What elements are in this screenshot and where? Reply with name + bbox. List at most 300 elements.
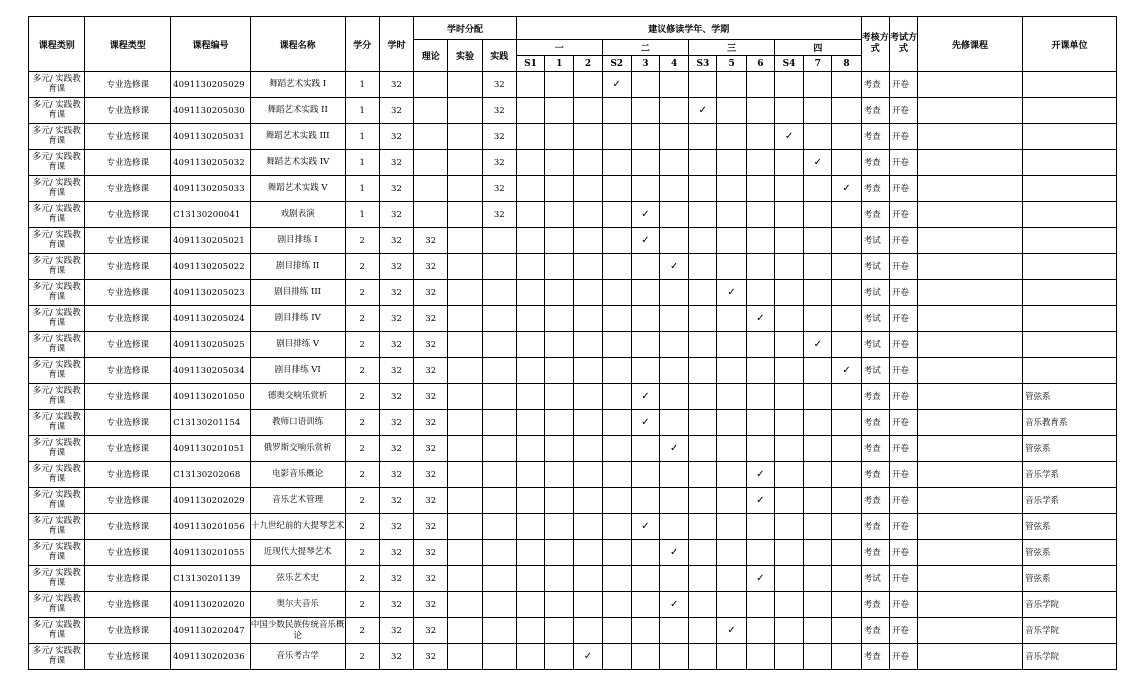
term-cell: [717, 592, 746, 618]
term-cell: [660, 540, 689, 566]
course-name: 音乐考古学: [250, 644, 345, 670]
course-department: [1022, 358, 1116, 384]
term-cell: [516, 514, 544, 540]
course-category: 多元/ 实践教育课: [29, 72, 85, 98]
course-hours: 32: [379, 644, 413, 670]
term-cell: [717, 254, 746, 280]
course-category: 多元/ 实践教育课: [29, 566, 85, 592]
term-cell: [631, 72, 659, 98]
course-prerequisite: [918, 150, 1023, 176]
term-cell: [602, 280, 631, 306]
term-cell: [574, 462, 602, 488]
term-cell: [545, 176, 574, 202]
check-mark-icon: ✓: [641, 390, 650, 402]
course-name: 俄罗斯交响乐赏析: [250, 436, 345, 462]
course-assessment: 考查: [861, 72, 889, 98]
course-exam-form: 开卷: [889, 202, 917, 228]
term-cell: [746, 384, 774, 410]
course-prerequisite: [918, 280, 1023, 306]
term-cell: [545, 436, 574, 462]
course-code: C13130201154: [171, 410, 251, 436]
course-theory-hours: 32: [414, 436, 448, 462]
course-exam-form: 开卷: [889, 306, 917, 332]
course-exam-form: 开卷: [889, 488, 917, 514]
term-cell: [804, 410, 832, 436]
term-cell: [602, 384, 631, 410]
course-assessment: 考查: [861, 514, 889, 540]
term-cell: [832, 98, 861, 124]
term-cell: [717, 514, 746, 540]
term-cell: [660, 228, 689, 254]
term-cell: [717, 410, 746, 436]
term-cell: [574, 332, 602, 358]
course-department: [1022, 176, 1116, 202]
term-cell: [832, 462, 861, 488]
term-cell: [516, 280, 544, 306]
term-cell: [717, 462, 746, 488]
course-prerequisite: [918, 462, 1023, 488]
check-mark-icon: ✓: [669, 598, 679, 610]
course-assessment: 考查: [861, 98, 889, 124]
term-cell: [516, 644, 544, 670]
term-cell: [774, 202, 803, 228]
course-prerequisite: [918, 228, 1023, 254]
course-category: 多元/ 实践教育课: [29, 488, 85, 514]
term-cell: [746, 566, 774, 592]
course-type: 专业选修课: [85, 72, 171, 98]
header-year-1: 一: [516, 40, 602, 56]
course-type: 专业选修课: [85, 254, 171, 280]
course-department: 音乐学院: [1022, 618, 1116, 644]
course-exam-form: 开卷: [889, 410, 917, 436]
course-code: 4091130205031: [171, 124, 251, 150]
term-cell: [545, 592, 574, 618]
course-prerequisite: [918, 566, 1023, 592]
course-practice-hours: [482, 332, 516, 358]
course-credit: 1: [345, 202, 379, 228]
course-category: 多元/ 实践教育课: [29, 306, 85, 332]
term-cell: [804, 566, 832, 592]
term-cell: [660, 566, 689, 592]
course-hours: 32: [379, 618, 413, 644]
course-department: [1022, 228, 1116, 254]
course-theory-hours: 32: [414, 540, 448, 566]
course-category: 多元/ 实践教育课: [29, 462, 85, 488]
check-mark-icon: ✓: [756, 468, 765, 480]
term-cell: [660, 150, 689, 176]
header-term: 3: [631, 56, 659, 72]
term-cell: [660, 592, 689, 618]
term-cell: [689, 332, 717, 358]
term-cell: [516, 566, 544, 592]
table-row: [29, 462, 1117, 488]
check-mark-icon: ✓: [669, 260, 679, 272]
course-type: 专业选修课: [85, 462, 171, 488]
course-type: 专业选修课: [85, 488, 171, 514]
course-department: 管弦系: [1022, 436, 1116, 462]
term-cell: [804, 618, 832, 644]
course-practice-hours: 32: [482, 124, 516, 150]
term-cell: [516, 436, 544, 462]
course-name: 舞蹈艺术实践 I: [250, 72, 345, 98]
table-row: [29, 228, 1117, 254]
term-cell: [660, 384, 689, 410]
course-prerequisite: [918, 436, 1023, 462]
check-mark-icon: ✓: [669, 442, 679, 454]
course-code: 4091130205023: [171, 280, 251, 306]
header-suggested-terms: 建议修读学年、学期: [516, 17, 861, 40]
table-row: [29, 436, 1117, 462]
term-cell: [832, 514, 861, 540]
course-theory-hours: 32: [414, 644, 448, 670]
header-year-4: 四: [774, 40, 861, 56]
term-cell: [689, 540, 717, 566]
course-department: 音乐学系: [1022, 462, 1116, 488]
course-credit: 2: [345, 384, 379, 410]
course-type: 专业选修课: [85, 176, 171, 202]
check-mark-icon: ✓: [813, 156, 822, 168]
table-row: [29, 124, 1117, 150]
course-name: 戏剧表演: [250, 202, 345, 228]
term-cell: [774, 72, 803, 98]
term-cell: [774, 488, 803, 514]
table-row: [29, 410, 1117, 436]
course-code: C13130200041: [171, 202, 251, 228]
term-cell: [717, 332, 746, 358]
course-credit: 1: [345, 124, 379, 150]
term-cell: [602, 358, 631, 384]
term-cell: [631, 306, 659, 332]
term-cell: [689, 306, 717, 332]
header-term: 8: [832, 56, 861, 72]
course-experiment-hours: [448, 280, 482, 306]
course-practice-hours: [482, 410, 516, 436]
course-category: 多元/ 实践教育课: [29, 618, 85, 644]
term-cell: [602, 332, 631, 358]
term-cell: [746, 592, 774, 618]
term-cell: [804, 306, 832, 332]
course-code: 4091130202047: [171, 618, 251, 644]
course-assessment: 考试: [861, 228, 889, 254]
term-cell: [832, 332, 861, 358]
term-cell: [660, 176, 689, 202]
course-experiment-hours: [448, 592, 482, 618]
course-type: 专业选修课: [85, 566, 171, 592]
course-experiment-hours: [448, 540, 482, 566]
header-term: 5: [717, 56, 746, 72]
term-cell: [516, 410, 544, 436]
check-mark-icon: ✓: [784, 130, 794, 142]
term-cell: [545, 514, 574, 540]
term-cell: [516, 332, 544, 358]
course-exam-form: 开卷: [889, 176, 917, 202]
course-hours: 32: [379, 202, 413, 228]
term-cell: [774, 280, 803, 306]
course-hours: 32: [379, 358, 413, 384]
term-cell: [660, 98, 689, 124]
term-cell: [774, 514, 803, 540]
course-exam-form: 开卷: [889, 124, 917, 150]
term-cell: [774, 332, 803, 358]
course-exam-form: 开卷: [889, 644, 917, 670]
course-exam-form: 开卷: [889, 462, 917, 488]
term-cell: [574, 592, 602, 618]
course-code: 4091130205030: [171, 98, 251, 124]
term-cell: [631, 358, 659, 384]
course-practice-hours: [482, 618, 516, 644]
course-name: 舞蹈艺术实践 IV: [250, 150, 345, 176]
term-cell: [631, 514, 659, 540]
course-experiment-hours: [448, 254, 482, 280]
term-cell: [602, 644, 631, 670]
term-cell: [804, 72, 832, 98]
course-assessment: 考查: [861, 618, 889, 644]
course-category: 多元/ 实践教育课: [29, 280, 85, 306]
term-cell: [574, 176, 602, 202]
course-category: 多元/ 实践教育课: [29, 358, 85, 384]
course-practice-hours: [482, 514, 516, 540]
term-cell: [574, 566, 602, 592]
course-practice-hours: [482, 644, 516, 670]
term-cell: [832, 566, 861, 592]
term-cell: [631, 384, 659, 410]
term-cell: [717, 488, 746, 514]
term-cell: [631, 644, 659, 670]
term-cell: [774, 150, 803, 176]
course-assessment: 考查: [861, 488, 889, 514]
table-row: [29, 254, 1117, 280]
term-cell: [602, 150, 631, 176]
course-department: 管弦系: [1022, 384, 1116, 410]
term-cell: [689, 514, 717, 540]
term-cell: [602, 176, 631, 202]
course-code: 4091130202036: [171, 644, 251, 670]
course-type: 专业选修课: [85, 644, 171, 670]
term-cell: [689, 98, 717, 124]
table-row: [29, 592, 1117, 618]
course-prerequisite: [918, 644, 1023, 670]
term-cell: [774, 644, 803, 670]
term-cell: [774, 462, 803, 488]
header-prerequisite: 先修课程: [918, 17, 1023, 72]
course-exam-form: 开卷: [889, 228, 917, 254]
term-cell: [545, 306, 574, 332]
course-credit: 2: [345, 306, 379, 332]
check-mark-icon: ✓: [727, 286, 736, 298]
term-cell: [574, 436, 602, 462]
term-cell: [774, 566, 803, 592]
term-cell: [804, 228, 832, 254]
term-cell: [717, 124, 746, 150]
term-cell: [717, 436, 746, 462]
course-experiment-hours: [448, 124, 482, 150]
term-cell: [689, 462, 717, 488]
check-mark-icon: ✓: [698, 104, 708, 116]
course-assessment: 考查: [861, 540, 889, 566]
term-cell: [631, 488, 659, 514]
course-category: 多元/ 实践教育课: [29, 124, 85, 150]
course-name: 剧目排练 III: [250, 280, 345, 306]
term-cell: [689, 488, 717, 514]
course-category: 多元/ 实践教育课: [29, 540, 85, 566]
term-cell: [545, 98, 574, 124]
course-code: 4091130202020: [171, 592, 251, 618]
course-type: 专业选修课: [85, 384, 171, 410]
course-theory-hours: [414, 150, 448, 176]
term-cell: [689, 358, 717, 384]
course-category: 多元/ 实践教育课: [29, 644, 85, 670]
term-cell: [631, 436, 659, 462]
course-assessment: 考查: [861, 644, 889, 670]
header-assessment: 考核方式: [861, 17, 889, 72]
term-cell: [689, 436, 717, 462]
header-year-2: 二: [602, 40, 689, 56]
course-theory-hours: 32: [414, 254, 448, 280]
term-cell: [774, 254, 803, 280]
course-experiment-hours: [448, 566, 482, 592]
course-experiment-hours: [448, 384, 482, 410]
course-code: 4091130205032: [171, 150, 251, 176]
course-type: 专业选修课: [85, 436, 171, 462]
course-assessment: 考试: [861, 332, 889, 358]
term-cell: [804, 124, 832, 150]
course-department: 管弦系: [1022, 540, 1116, 566]
term-cell: [717, 98, 746, 124]
term-cell: [574, 644, 602, 670]
course-assessment: 考试: [861, 280, 889, 306]
course-department: 音乐教育系: [1022, 410, 1116, 436]
header-credit: 学分: [345, 17, 379, 72]
course-credit: 2: [345, 280, 379, 306]
term-cell: [832, 72, 861, 98]
term-cell: [832, 592, 861, 618]
term-cell: [660, 410, 689, 436]
course-experiment-hours: [448, 306, 482, 332]
course-theory-hours: 32: [414, 384, 448, 410]
term-cell: [774, 618, 803, 644]
check-mark-icon: ✓: [813, 338, 822, 350]
course-credit: 1: [345, 72, 379, 98]
term-cell: [574, 384, 602, 410]
course-name: 剧目排练 V: [250, 332, 345, 358]
term-cell: [574, 150, 602, 176]
term-cell: [746, 72, 774, 98]
table-row: [29, 488, 1117, 514]
term-cell: [602, 72, 631, 98]
term-cell: [746, 306, 774, 332]
course-practice-hours: [482, 462, 516, 488]
term-cell: [774, 124, 803, 150]
term-cell: [717, 202, 746, 228]
course-name: 音乐艺术管理: [250, 488, 345, 514]
course-code: C13130202068: [171, 462, 251, 488]
course-experiment-hours: [448, 202, 482, 228]
course-hours: 32: [379, 436, 413, 462]
header-term: 4: [660, 56, 689, 72]
course-name: 教师口语训练: [250, 410, 345, 436]
course-type: 专业选修课: [85, 280, 171, 306]
course-credit: 2: [345, 540, 379, 566]
course-prerequisite: [918, 358, 1023, 384]
course-credit: 2: [345, 514, 379, 540]
course-exam-form: 开卷: [889, 566, 917, 592]
course-theory-hours: 32: [414, 618, 448, 644]
course-practice-hours: [482, 436, 516, 462]
course-exam-form: 开卷: [889, 618, 917, 644]
term-cell: [602, 98, 631, 124]
course-experiment-hours: [448, 462, 482, 488]
header-hours-split: 学时分配: [414, 17, 517, 40]
course-theory-hours: [414, 72, 448, 98]
course-theory-hours: 32: [414, 228, 448, 254]
course-prerequisite: [918, 618, 1023, 644]
course-experiment-hours: [448, 436, 482, 462]
course-exam-form: 开卷: [889, 332, 917, 358]
table-row: [29, 514, 1117, 540]
term-cell: [832, 618, 861, 644]
term-cell: [602, 202, 631, 228]
course-exam-form: 开卷: [889, 254, 917, 280]
term-cell: [717, 384, 746, 410]
course-code: 4091130205021: [171, 228, 251, 254]
course-exam-form: 开卷: [889, 72, 917, 98]
term-cell: [804, 488, 832, 514]
course-name: 近现代大提琴艺术: [250, 540, 345, 566]
course-practice-hours: 32: [482, 176, 516, 202]
course-hours: 32: [379, 124, 413, 150]
term-cell: [689, 410, 717, 436]
term-cell: [545, 358, 574, 384]
term-cell: [516, 176, 544, 202]
course-credit: 2: [345, 228, 379, 254]
course-credit: 2: [345, 358, 379, 384]
term-cell: [689, 202, 717, 228]
check-mark-icon: ✓: [756, 572, 765, 584]
header-term: S2: [602, 56, 631, 72]
term-cell: [516, 306, 544, 332]
term-cell: [689, 72, 717, 98]
term-cell: [804, 384, 832, 410]
header-term: 6: [746, 56, 774, 72]
term-cell: [660, 514, 689, 540]
term-cell: [660, 462, 689, 488]
course-exam-form: 开卷: [889, 436, 917, 462]
course-name: 德奥交响乐赏析: [250, 384, 345, 410]
term-cell: [545, 332, 574, 358]
header-term: 7: [804, 56, 832, 72]
term-cell: [545, 280, 574, 306]
term-cell: [746, 358, 774, 384]
term-cell: [804, 98, 832, 124]
term-cell: [804, 358, 832, 384]
header-term: S1: [516, 56, 544, 72]
course-category: 多元/ 实践教育课: [29, 176, 85, 202]
term-cell: [545, 644, 574, 670]
course-theory-hours: 32: [414, 514, 448, 540]
course-practice-hours: 32: [482, 72, 516, 98]
table-row: [29, 202, 1117, 228]
term-cell: [574, 618, 602, 644]
term-cell: [717, 280, 746, 306]
check-mark-icon: ✓: [669, 546, 679, 558]
term-cell: [746, 436, 774, 462]
course-credit: 2: [345, 488, 379, 514]
term-cell: [660, 202, 689, 228]
term-cell: [689, 150, 717, 176]
term-cell: [602, 592, 631, 618]
course-experiment-hours: [448, 98, 482, 124]
term-cell: [545, 462, 574, 488]
